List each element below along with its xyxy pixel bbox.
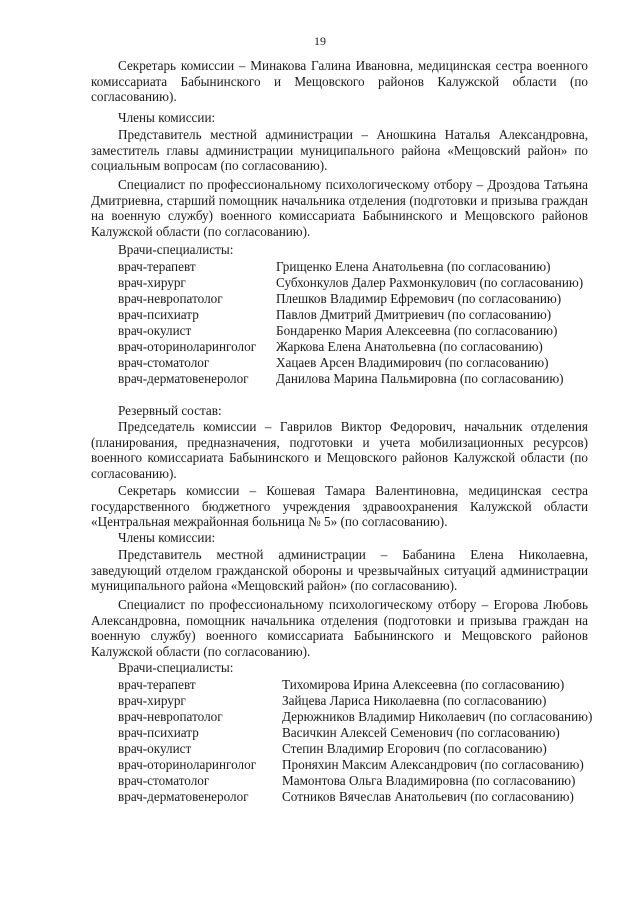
main-doctors-heading: Врачи-специалисты:: [118, 242, 234, 257]
reserve-heading: Резервный состав:: [118, 403, 222, 418]
main-admin-rep-paragraph: Представитель местной администрации – Аношкина Наталья Александровна, заместитель главы администрации муниципального района «Мещовский район» по социальным вопросам (по согласованию).: [91, 127, 588, 173]
reserve-secretary-paragraph: Секретарь комиссии – Кошевая Тамара Валентиновна, медицинская сестра государственного бюджетного учреждения здравоохранения Калужской области «Центральная межрайонная больница № 5» (по согласованию).: [91, 483, 588, 529]
doctor-name: Проняхин Максим Александрович (по согласованию): [282, 757, 584, 772]
doctor-role: врач-окулист: [118, 323, 192, 338]
doctor-role: врач-невропатолог: [118, 709, 223, 724]
doctor-name: Мамонтова Ольга Владимировна (по согласованию): [282, 773, 576, 788]
doctor-name: Грищенко Елена Анатольевна (по согласованию): [276, 259, 551, 274]
doctor-role: врач-хирург: [118, 275, 186, 290]
doctor-name: Плешков Владимир Ефремович (по согласованию): [276, 291, 562, 306]
reserve-chairman-paragraph: Председатель комиссии – Гаврилов Виктор Федорович, начальник отделения (планирования, предназначения, подготовки и учета мобилизационных ресурсов) военного комиссариата Бабынинского и Мещовского районов Калужской области (по согласованию).: [91, 419, 588, 481]
doctor-role: врач-хирург: [118, 693, 186, 708]
doctor-name: Степин Владимир Егорович (по согласованию): [282, 741, 547, 756]
doctor-name: Дерюжников Владимир Николаевич (по согласованию): [282, 709, 593, 724]
main-secretary-paragraph: Секретарь комиссии – Минакова Галина Ивановна, медицинская сестра военного комиссариата Бабынинского и Мещовского районов Калужской области (по согласованию).: [91, 58, 588, 104]
doctor-name: Сотников Вячеслав Анатольевич (по согласованию): [282, 789, 574, 804]
doctor-name: Данилова Марина Пальмировна (по согласованию): [276, 371, 564, 386]
doctor-role: врач-стоматолог: [118, 773, 210, 788]
doctor-role: врач-дерматовенеролог: [118, 789, 249, 804]
doctor-name: Бондаренко Мария Алексеевна (по согласованию): [276, 323, 558, 338]
doctor-name: Павлов Дмитрий Дмитриевич (по согласованию): [276, 307, 552, 322]
reserve-admin-rep-paragraph: Представитель местной администрации – Бабанина Елена Николаевна, заведующий отделом гражданской обороны и чрезвычайных ситуаций администрации муниципального района «Мещовский район» (по согласованию).: [91, 547, 588, 593]
doctor-role: врач-окулист: [118, 741, 192, 756]
doctor-role: врач-дерматовенеролог: [118, 371, 249, 386]
reserve-psych-paragraph: Специалист по профессиональному психологическому отбору – Егорова Любовь Александровна, помощник начальника отделения (подготовки и призыва граждан на военную службу) военного комиссариата Бабынинского и Мещовского районов Калужской области (по согласованию).: [91, 597, 588, 659]
doctor-role: врач-оториноларинголог: [118, 339, 257, 354]
main-members-heading: Члены комиссии:: [118, 110, 216, 125]
doctor-name: Субхонкулов Далер Рахмонкулович (по согласованию): [276, 275, 584, 290]
reserve-members-heading: Члены комиссии:: [118, 530, 216, 545]
doctor-name: Жаркова Елена Анатольевна (по согласованию): [276, 339, 543, 354]
doctor-name: Тихомирова Ирина Алексеевна (по согласованию): [282, 677, 565, 692]
doctor-role: врач-психиатр: [118, 307, 199, 322]
doctor-name: Зайцева Лариса Николаевна (по согласованию): [282, 693, 547, 708]
doctor-role: врач-невропатолог: [118, 291, 223, 306]
doctor-role: врач-стоматолог: [118, 355, 210, 370]
doctor-role: врач-терапевт: [118, 259, 196, 274]
doctor-role: врач-терапевт: [118, 677, 196, 692]
doctor-name: Хацаев Арсен Владимирович (по согласованию): [276, 355, 549, 370]
doctor-role: врач-оториноларинголог: [118, 757, 257, 772]
doctor-role: врач-психиатр: [118, 725, 199, 740]
reserve-doctors-heading: Врачи-специалисты:: [118, 660, 234, 675]
page-number: 19: [314, 34, 326, 48]
doctor-name: Васичкин Алексей Семенович (по согласованию): [282, 725, 560, 740]
main-psych-paragraph: Специалист по профессиональному психологическому отбору – Дроздова Татьяна Дмитриевна, старший помощник начальника отделения (подготовки и призыва граждан на военную службу) военного комиссариата Бабынинского и Мещовского районов Калужской области (по согласованию).: [91, 177, 588, 239]
